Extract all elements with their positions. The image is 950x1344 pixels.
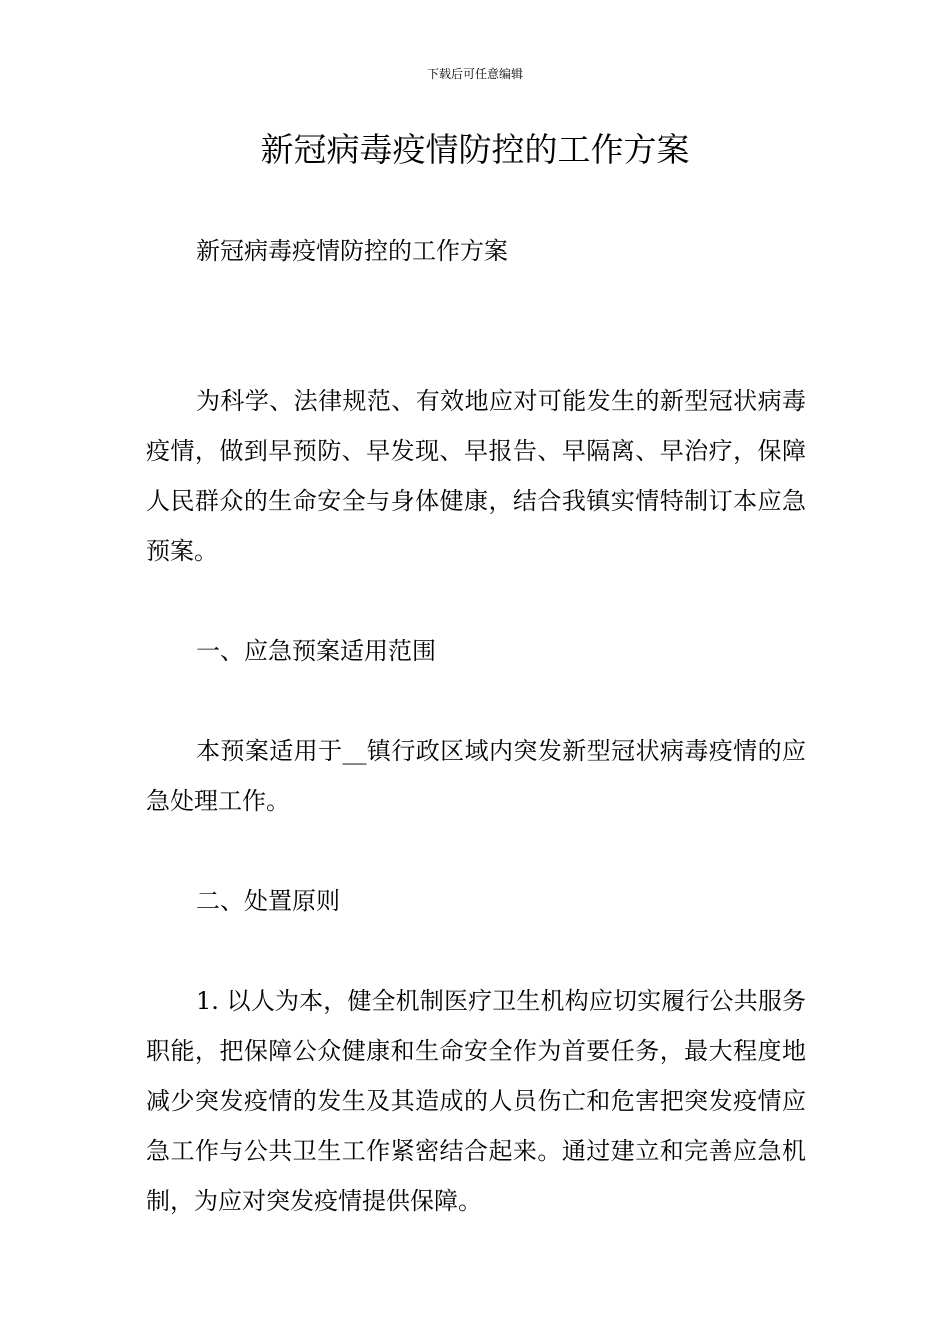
section-2-heading: 二、处置原则	[196, 887, 340, 915]
document-subtitle: 新冠病毒疫情防控的工作方案	[196, 237, 508, 265]
intro-paragraph: 为科学、法律规范、有效地应对可能发生的新型冠状病毒疫情，做到早预防、早发现、早报告、早隔离、早治疗，保障人民群众的生命安全与身体健康，结合我镇实情特制订本应急预案。	[146, 387, 806, 565]
document-title: 新冠病毒疫情防控的工作方案	[260, 130, 690, 169]
document-body	[146, 226, 806, 1226]
section-1-body: 本预案适用于__镇行政区域内突发新型冠状病毒疫情的应急处理工作。	[146, 737, 806, 815]
section-1-heading: 一、应急预案适用范围	[196, 637, 436, 665]
header-note: 下载后可任意编辑	[426, 67, 523, 81]
section-2-item-1: 1. 以人为本，健全机制医疗卫生机构应切实履行公共服务职能，把保障公众健康和生命安全作为首要任务，最大程度地减少突发疫情的发生及其造成的人员伤亡和危害把突发疫情应急工作与公共卫生工作紧密结合起来。通过建立和完善应急机制，为应对突发疫情提供保障。	[146, 987, 806, 1215]
